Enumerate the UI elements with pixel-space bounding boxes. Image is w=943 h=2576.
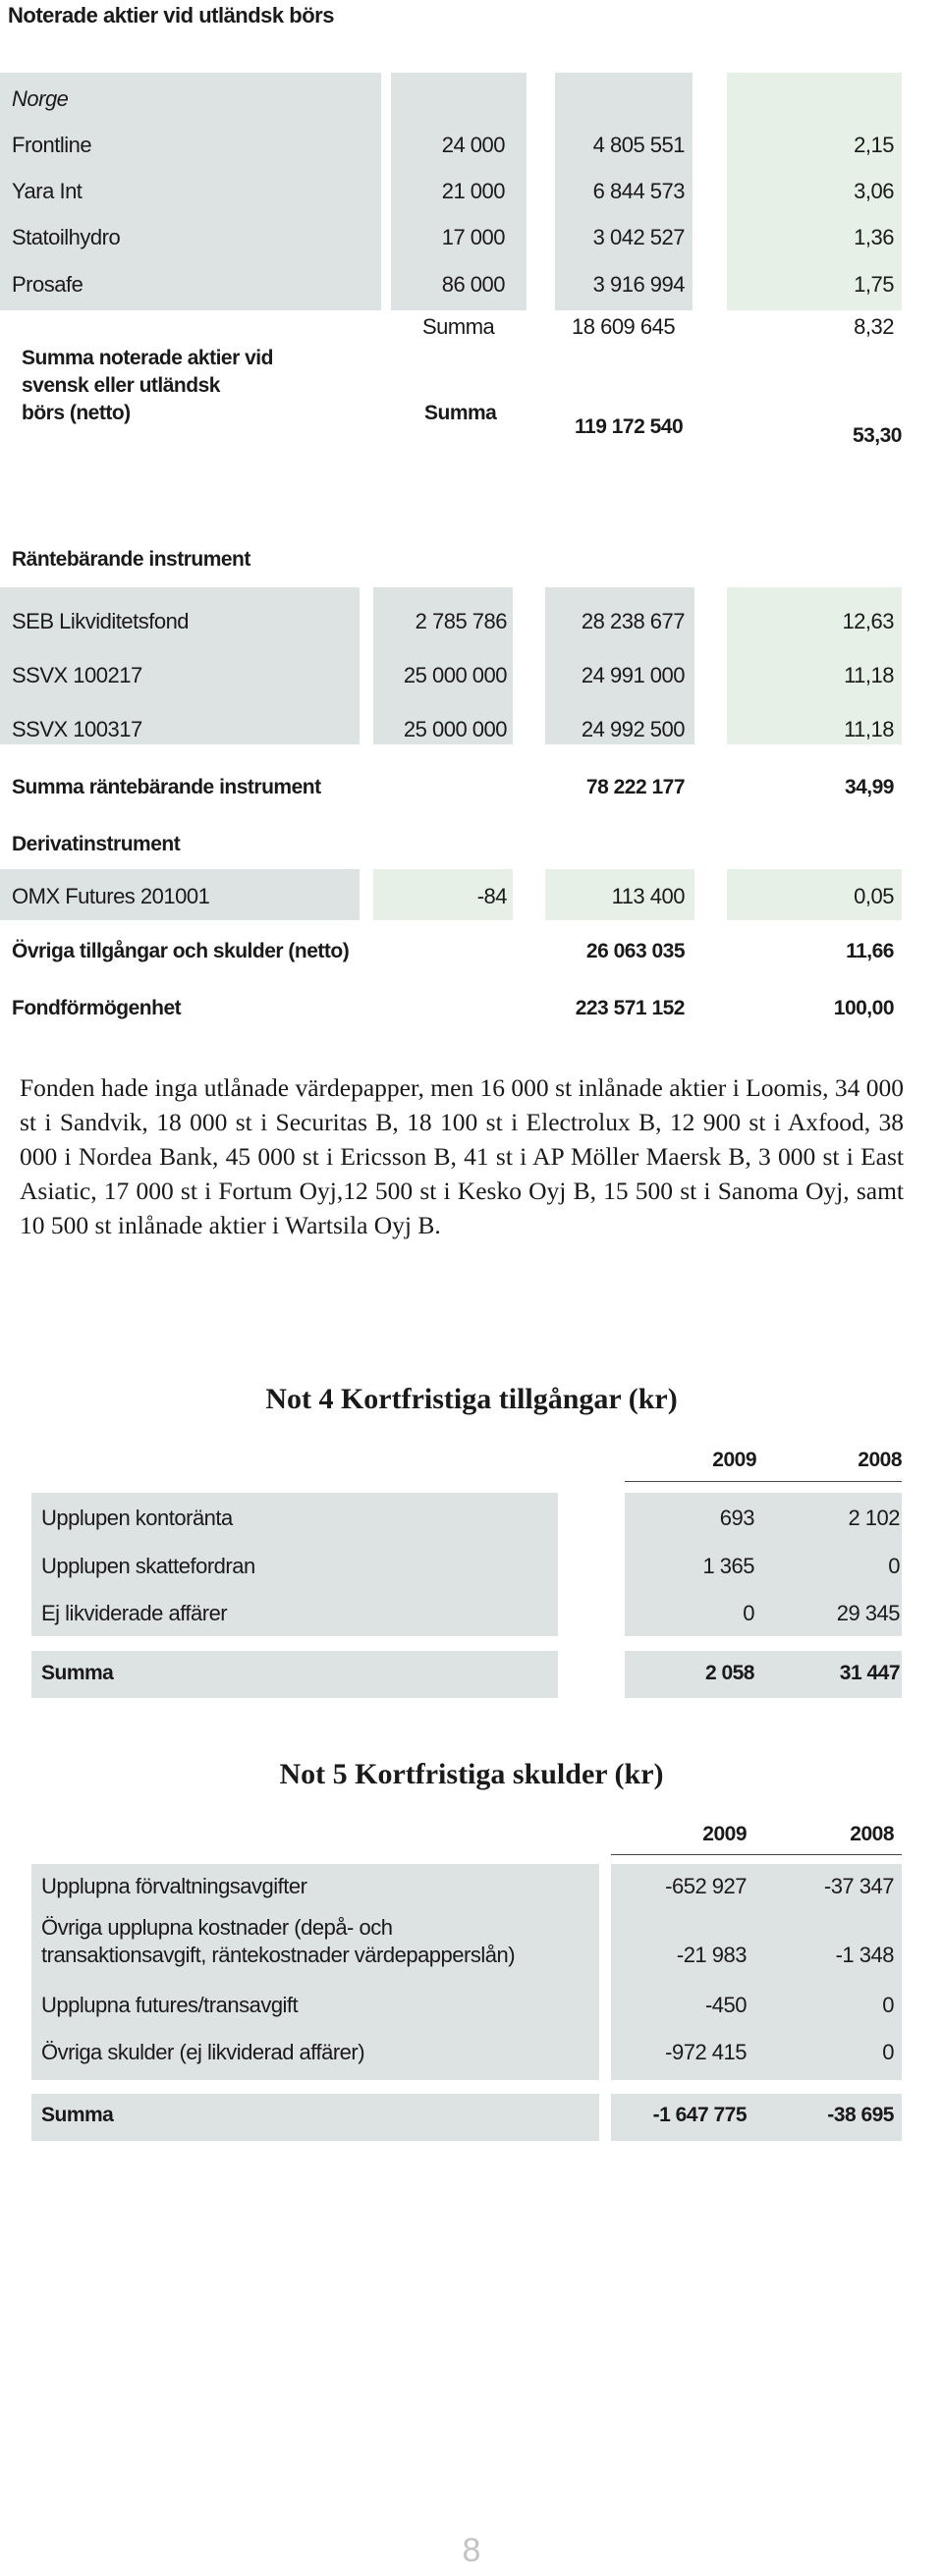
security-name: OMX Futures 201001 <box>12 884 210 908</box>
value-2009: -450 <box>704 1993 747 2017</box>
quantity: 21 000 <box>441 179 505 203</box>
quantity: -84 <box>476 884 507 908</box>
percent: 3,06 <box>854 179 894 203</box>
quantity: 17 000 <box>441 225 505 249</box>
sum-label: Summa <box>41 1662 114 1684</box>
sum-2008: -38 695 <box>827 2104 894 2126</box>
quantity: 24 000 <box>441 133 505 157</box>
security-name: Prosafe <box>12 272 83 297</box>
percent: 11,18 <box>844 663 894 687</box>
row-label: Övriga skulder (ej likviderad affärer) <box>41 2040 365 2064</box>
interest-sum-value: 78 222 177 <box>585 776 685 798</box>
quantity: 25 000 000 <box>403 663 507 687</box>
section-title: Noterade aktier vid utländsk börs <box>8 3 334 27</box>
market-value: 6 844 573 <box>592 179 685 203</box>
value-2009: -972 415 <box>665 2040 747 2064</box>
row-label: Upplupen skattefordran <box>41 1554 255 1578</box>
percent: 1,75 <box>854 272 894 297</box>
row-label: Upplupna förvaltningsavgifter <box>41 1874 307 1898</box>
quantity: 2 785 786 <box>415 609 507 633</box>
percent: 2,15 <box>854 133 894 157</box>
market-value: 24 992 500 <box>581 717 685 741</box>
note5-year-2008: 2008 <box>850 1823 894 1845</box>
security-name: SSVX 100217 <box>12 663 142 687</box>
country-label: Norge <box>12 86 69 111</box>
value-2008: 2 102 <box>848 1506 900 1530</box>
sum-value: 18 609 645 <box>572 314 676 339</box>
row-label: Upplupna futures/transavgift <box>41 1993 299 2017</box>
market-value: 3 042 527 <box>592 225 685 249</box>
value-2009: 0 <box>743 1601 754 1625</box>
other-label: Övriga tillgångar och skulder (netto) <box>12 940 350 962</box>
derivatives-title: Derivatinstrument <box>12 833 181 855</box>
total-label: svensk eller utländsk <box>22 374 220 397</box>
total-label: börs (netto) <box>22 402 131 424</box>
value-2008: -37 347 <box>823 1874 894 1898</box>
percent: 11,18 <box>844 717 894 741</box>
note5-year-2009: 2009 <box>702 1823 747 1845</box>
fund-percent: 100,00 <box>833 997 894 1019</box>
value-2009: -652 927 <box>665 1874 747 1898</box>
security-name: Statoilhydro <box>12 225 121 249</box>
row-label: Upplupen kontoränta <box>41 1506 233 1530</box>
row-label: Övriga upplupna kostnader (depå- och <box>41 1915 393 1940</box>
interest-title: Räntebärande instrument <box>12 548 250 571</box>
market-value: 4 805 551 <box>592 133 685 157</box>
market-value: 113 400 <box>611 884 685 908</box>
year-underline <box>625 1481 902 1482</box>
note5-title: Not 5 Kortfristiga skulder (kr) <box>279 1758 664 1790</box>
security-name: SEB Likviditetsfond <box>12 609 190 633</box>
value-2008: 0 <box>882 2040 894 2064</box>
page-number: 8 <box>462 2532 481 2569</box>
percent: 0,05 <box>854 884 894 908</box>
fund-label: Fondförmögenhet <box>12 997 182 1019</box>
value-2008: 29 345 <box>836 1601 900 1625</box>
year-underline <box>611 1854 902 1855</box>
value-2008: 0 <box>882 1993 894 2017</box>
note4-year-2009: 2009 <box>712 1449 756 1471</box>
percent: 12,63 <box>842 609 894 633</box>
quantity: 25 000 000 <box>403 717 507 741</box>
row-label-continued: transaktionsavgift, räntekostnader värdepapperslån) <box>41 1943 516 1967</box>
security-name: Yara Int <box>12 179 83 203</box>
value-2008: -1 348 <box>835 1943 894 1967</box>
row-label: Ej likviderade affärer <box>41 1601 228 1625</box>
interest-sum-percent: 34,99 <box>844 776 894 798</box>
other-percent: 11,66 <box>846 940 894 962</box>
security-name: SSVX 100317 <box>12 717 142 741</box>
market-value: 24 991 000 <box>581 663 685 687</box>
sum-percent: 8,32 <box>854 314 894 339</box>
sum-2008: 31 447 <box>839 1662 900 1684</box>
market-value: 28 238 677 <box>581 609 685 633</box>
note4-year-2008: 2008 <box>858 1449 902 1471</box>
interest-sum-label: Summa räntebärande instrument <box>12 776 321 798</box>
value-2009: 693 <box>719 1506 754 1530</box>
percent: 1,36 <box>854 225 894 249</box>
total-percent: 53,30 <box>852 424 902 447</box>
note4-title: Not 4 Kortfristiga tillgångar (kr) <box>265 1383 678 1415</box>
sum-2009: -1 647 775 <box>652 2104 747 2126</box>
total-label: Summa noterade aktier vid <box>22 347 273 369</box>
sum-label-bg <box>31 2094 599 2141</box>
other-value: 26 063 035 <box>585 940 685 962</box>
quantity: 86 000 <box>441 272 505 297</box>
value-2009: -21 983 <box>676 1943 747 1967</box>
value-2009: 1 365 <box>702 1554 754 1578</box>
market-value: 3 916 994 <box>592 272 685 297</box>
sum-label: Summa <box>422 314 495 339</box>
total-sum-label: Summa <box>424 402 497 424</box>
lending-paragraph: Fonden hade inga utlånade värdepapper, men 16 000 st inlånade aktier i Loomis, 34 000 st i Sandvik, 18 000 st i Securitas B, 18 100 st i Electrolux B, 12 900 st i Axfood, 38 000 i Nordea Bank, 45 000 st i Ericsson B, 41 st i AP Möller Maersk B, 3 000 st i East Asiatic, 17 000 st i Fortum Oyj,12 500 st i Kesko Oyj B, 15 500 st i Sanoma Oyj, samt 10 500 st inlånade aktier i Wartsila Oyj B. <box>20 1073 904 1239</box>
total-value: 119 172 540 <box>575 415 684 438</box>
sum-2009: 2 058 <box>704 1662 754 1684</box>
value-2008: 0 <box>888 1554 900 1578</box>
sum-label: Summa <box>41 2104 114 2126</box>
fund-value: 223 571 152 <box>575 997 685 1019</box>
security-name: Frontline <box>12 133 92 157</box>
